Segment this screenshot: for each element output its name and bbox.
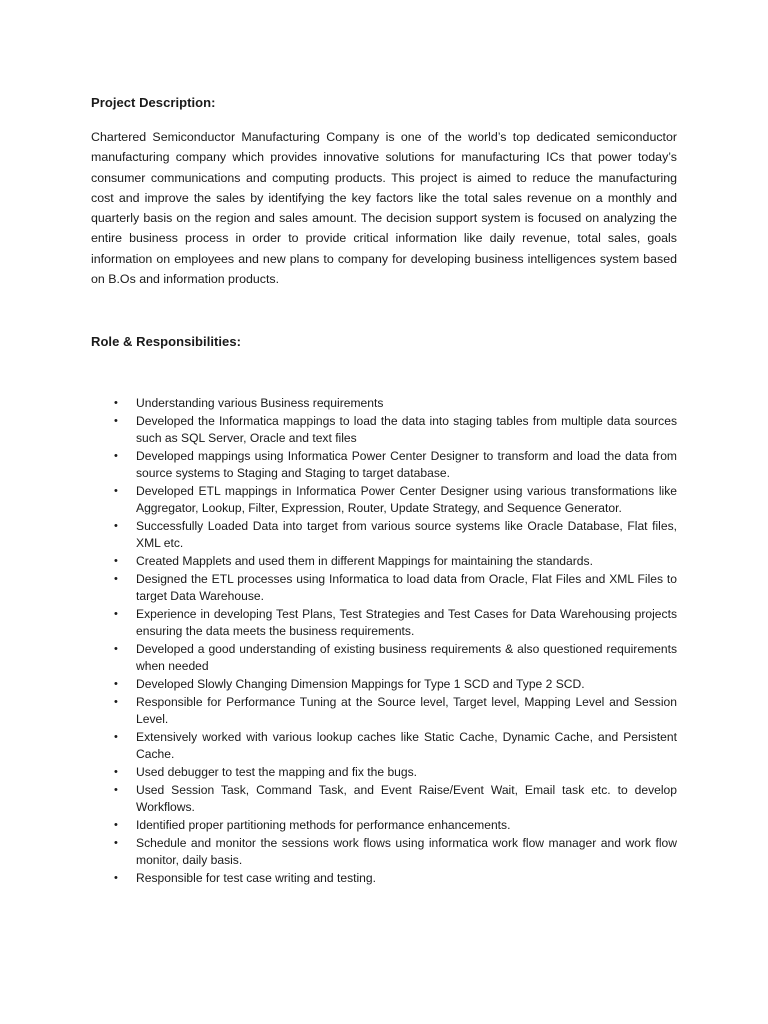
bullet-icon: •: [114, 520, 118, 533]
list-item-text: Identified proper partitioning methods for performance enhancements.: [136, 818, 511, 833]
bullet-icon: •: [114, 484, 118, 497]
list-item: [112, 518, 677, 553]
bullet-icon: •: [114, 414, 118, 427]
bullet-icon: •: [114, 731, 118, 744]
list-item-text: Developed Slowly Changing Dimension Mappings for Type 1 SCD and Type 2 SCD.: [136, 677, 585, 692]
list-item: [112, 729, 677, 764]
role-responsibilities-heading: Role & Responsibilities:: [91, 334, 242, 349]
project-description-heading: Project Description:: [91, 95, 216, 110]
list-item: [112, 835, 677, 870]
list-item: [112, 641, 677, 676]
bullet-icon: •: [114, 696, 118, 709]
list-item: [112, 676, 677, 693]
list-item: [112, 448, 677, 483]
bullet-icon: •: [114, 555, 118, 568]
list-item: [112, 553, 677, 570]
bullet-icon: •: [114, 449, 118, 462]
list-item-text: Developed mappings using Informatica Power Center Designer to transform and load the data from source systems to Staging and Staging to target database.: [136, 448, 677, 481]
list-item: [112, 395, 677, 412]
list-item-text: Used debugger to test the mapping and fix the bugs.: [136, 765, 418, 780]
list-item-text: Experience in developing Test Plans, Test Strategies and Test Cases for Data Warehousing projects ensuring the data meets the business requirements.: [136, 607, 677, 639]
bullet-icon: •: [114, 819, 118, 832]
bullet-icon: •: [114, 608, 118, 621]
list-item: [112, 694, 677, 729]
list-item-text: Used Session Task, Command Task, and Event Raise/Event Wait, Email task etc. to develop Workflows.: [136, 783, 677, 815]
bullet-icon: •: [114, 836, 118, 849]
list-item: [112, 782, 677, 817]
list-item-text: Responsible for Performance Tuning at the Source level, Target level, Mapping Level and Session Level.: [136, 695, 677, 727]
list-item-text: Extensively worked with various lookup caches like Static Cache, Dynamic Cache, and Persistent Cache.: [136, 730, 677, 762]
bullet-icon: •: [114, 766, 118, 779]
list-item-text: Understanding various Business requirements: [136, 396, 384, 410]
list-item: [112, 764, 677, 781]
list-item: [112, 413, 677, 448]
list-item-text: Developed a good understanding of existing business requirements & also questioned requirements when needed: [136, 642, 677, 674]
list-item: [112, 817, 677, 834]
project-description-text: Chartered Semiconductor Manufacturing Company is one of the world’s top dedicated semiconductor manufacturing company which provides innovative solutions for manufacturing ICs that power today’s consumer communications and computing products. This project is aimed to reduce the manufacturing cost and improve the sales by identifying the key factors like the total sales revenue on a monthly and quarterly basis on the region and sales amount. The decision support system is focused on analyzing the entire business process in order to provide critical information like daily revenue, total sales, goals information on employees and new plans to company for developing business intelligences system based on B.Os and information products.: [91, 130, 677, 287]
list-item: [112, 870, 677, 887]
list-item: [112, 606, 677, 641]
bullet-icon: •: [114, 643, 118, 656]
responsibilities-list: [112, 395, 677, 888]
list-item: [112, 483, 677, 518]
list-item-text: Responsible for test case writing and testing.: [136, 871, 376, 886]
bullet-icon: •: [114, 678, 118, 691]
bullet-icon: •: [114, 784, 118, 797]
bullet-icon: •: [114, 872, 118, 885]
bullet-icon: •: [114, 572, 118, 585]
list-item: [112, 571, 677, 606]
bullet-icon: •: [114, 397, 118, 409]
list-item-text: Schedule and monitor the sessions work flows using informatica work flow manager and work flow monitor, daily basis.: [136, 835, 677, 868]
list-item-text: Developed the Informatica mappings to load the data into staging tables from multiple data sources such as SQL Server, Oracle and text files: [136, 413, 677, 446]
list-item-text: Successfully Loaded Data into target from various source systems like Oracle Database, Flat files, XML etc.: [136, 519, 677, 551]
list-item-text: Developed ETL mappings in Informatica Power Center Designer using various transformations like Aggregator, Lookup, Filter, Expression, Router, Update Strategy, and Sequence Generator.: [136, 483, 677, 516]
list-item-text: Created Mapplets and used them in different Mappings for maintaining the standards.: [136, 554, 593, 569]
list-item-text: Designed the ETL processes using Informatica to load data from Oracle, Flat Files and XML Files to target Data Warehouse.: [136, 571, 677, 604]
